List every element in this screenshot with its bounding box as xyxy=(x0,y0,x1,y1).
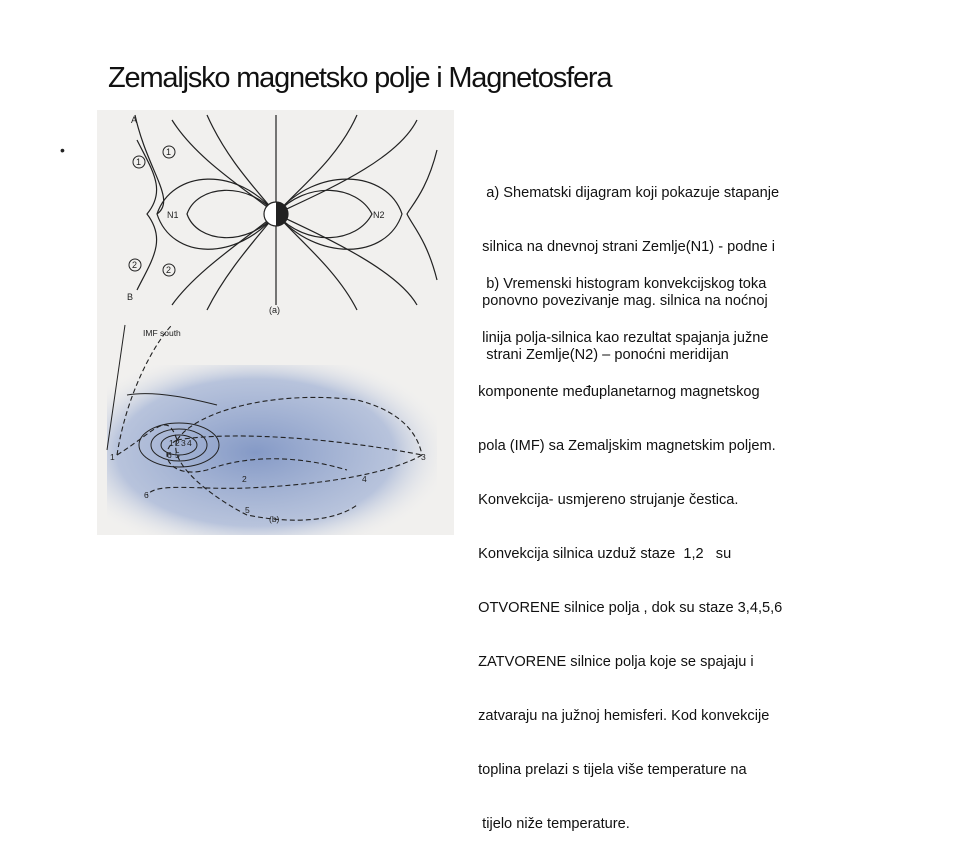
magnetosphere-figure xyxy=(97,110,454,535)
num-4-outer: 4 xyxy=(362,474,367,484)
num-5-inner: 5 xyxy=(175,450,180,460)
caption-a: (a) xyxy=(269,305,280,315)
paragraph-b-line: b) Vremenski histogram konvekcijskog toka xyxy=(470,276,767,292)
num-2-outer: 2 xyxy=(242,474,247,484)
num-6-outer: 6 xyxy=(144,490,149,500)
label-1a: 1 xyxy=(136,157,142,167)
imf-south-label: IMF south xyxy=(143,328,181,338)
slide-title: Zemaljsko magnetsko polje i Magnetosfera xyxy=(108,62,612,94)
blue-shadow xyxy=(107,365,437,535)
num-5-outer: 5 xyxy=(245,505,250,515)
paragraph-a-line: a) Shematski dijagram koji pokazuje stapanje xyxy=(470,185,780,201)
label-N2: N2 xyxy=(373,210,385,220)
num-4-inner: 4 xyxy=(187,438,192,448)
label-1b: 1 xyxy=(166,147,172,157)
label-N1: N1 xyxy=(167,210,179,220)
paragraph-b-line: Konvekcija- usmjereno strujanje čestica. xyxy=(470,492,739,508)
label-B: B xyxy=(127,292,134,302)
earth-night-side xyxy=(276,202,288,226)
num-1-inner: 1 xyxy=(169,438,174,448)
num-2-inner: 2 xyxy=(175,438,180,448)
paragraph-a-line: silnica na dnevnoj strani Zemlje(N1) - podne i xyxy=(470,239,775,255)
label-A: A xyxy=(131,115,138,125)
paragraph-b-line: komponente međuplanetarnog magnetskog xyxy=(470,384,760,400)
paragraph-a-line: strani Zemlje(N2) – ponoćni meridijan xyxy=(470,347,729,363)
label-2a: 2 xyxy=(132,260,138,270)
paragraph-b-line: zatvaraju na južnoj hemisferi. Kod konvekcije xyxy=(470,708,770,724)
paragraph-b-line: OTVORENE silnice polja , dok su staze 3,4,5,6 xyxy=(470,600,783,616)
caption-b: (b) xyxy=(269,514,280,524)
paragraph-b-line: ZATVORENE silnice polja koje se spajaju i xyxy=(470,654,754,670)
num-6-inner: 6 xyxy=(167,450,172,460)
paragraph-b-line: tijelo niže temperature. xyxy=(470,816,630,832)
paragraph-b xyxy=(470,239,782,851)
paragraph-b-line: pola (IMF) sa Zemaljskim magnetskim poljem. xyxy=(470,438,776,454)
num-1-outer: 1 xyxy=(110,452,115,462)
num-3-outer: 3 xyxy=(421,452,426,462)
paragraph-a-line: ponovno povezivanje mag. silnica na noćnoj xyxy=(470,293,768,309)
paragraph-b-line: Konvekcija silnica uzduž staze 1,2 su xyxy=(470,546,732,562)
paragraph-b-line: linija polja-silnica kao rezultat spajanja južne xyxy=(470,330,769,346)
figure-drawing xyxy=(97,110,454,535)
bullet-point: • xyxy=(60,142,65,158)
paragraph-b-line: toplina prelazi s tijela više temperature na xyxy=(470,762,747,778)
label-2b: 2 xyxy=(166,265,172,275)
num-3-inner: 3 xyxy=(181,438,186,448)
